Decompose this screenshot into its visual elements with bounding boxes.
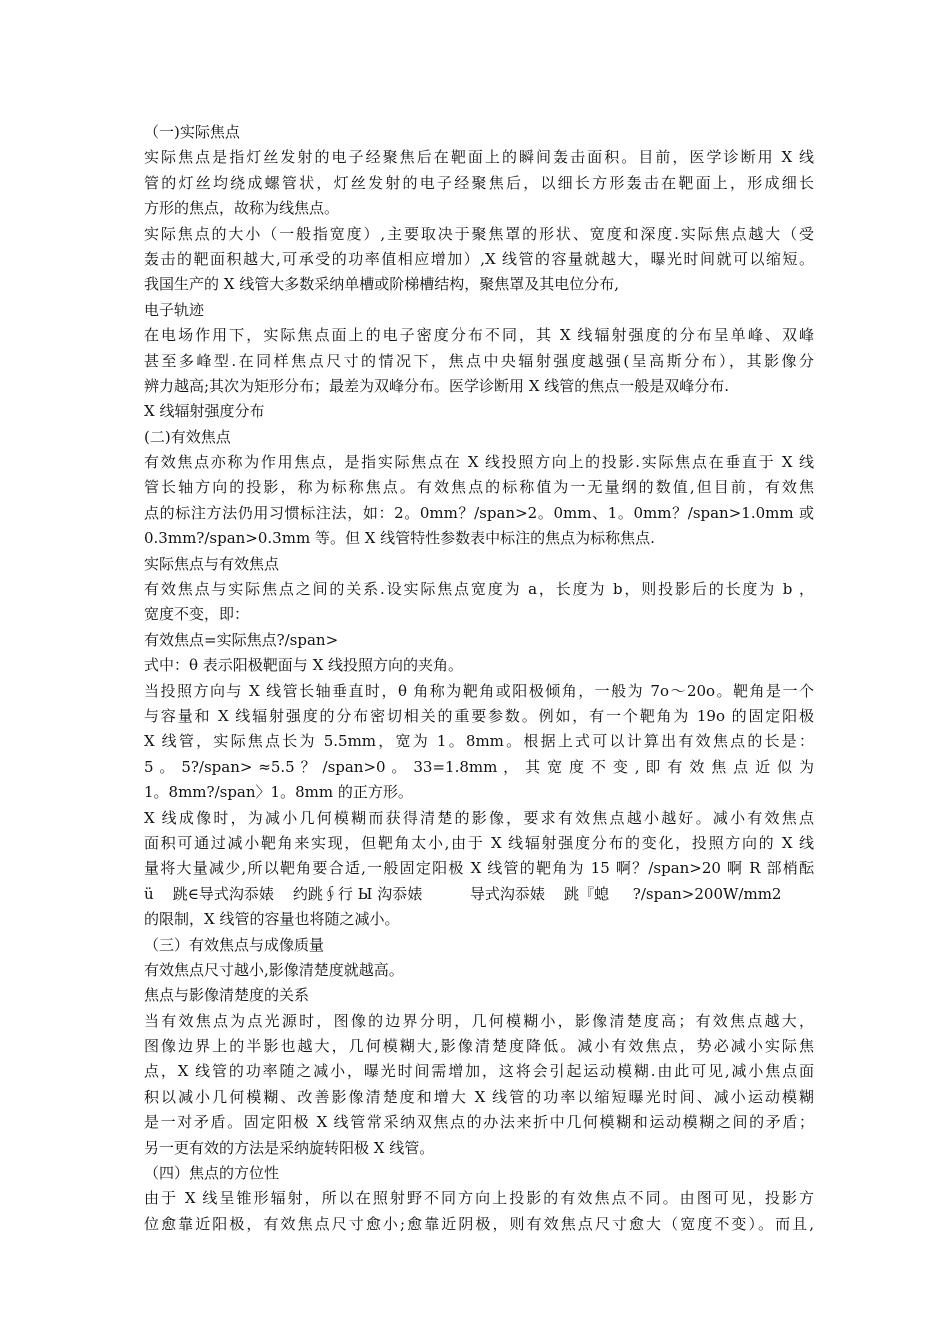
paragraph-line: 管的灯丝均绕成螺管状，灯丝发射的电子经聚焦后，以细长方形轰击在靶面上，形成细长: [144, 173, 814, 192]
heading-focus-orientation: （四）焦点的方位性: [144, 1164, 280, 1183]
paragraph-line: 式中：θ 表示阳极靶面与 X 线投照方向的夹角。: [144, 656, 464, 675]
paragraph-line: 我国生产的 X 线管大多数采纳单槽或阶梯槽结构，聚焦罩及其电位分布,: [144, 275, 619, 294]
paragraph-line: X 线成像时，为减小几何模糊而获得清楚的影像，要求有效焦点越小越好。减小有效焦点: [144, 808, 814, 827]
paragraph-line: 方形的焦点，故称为线焦点。: [144, 199, 340, 218]
paragraph-line: 实际焦点是指灯丝发射的电子经聚焦后在靶面上的瞬间轰击面积。目前，医学诊断用 X 线: [144, 148, 814, 167]
paragraph-line: 5 。 5?/span> ≈5.5 ？ /span>0 。 33=1.8mm ， 其 宽 度 不 变 , 即 有 效 焦 点 近 似 为: [144, 757, 814, 776]
paragraph-line: 位愈靠近阳极，有效焦点尺寸愈小;愈靠近阴极，则有效焦点尺寸愈大（宽度不变）。而且,: [144, 1214, 814, 1233]
figure-caption-focus-vs-sharpness: 焦点与影像清楚度的关系: [144, 986, 310, 1005]
heading-focus-and-image-quality: （三）有效焦点与成像质量: [144, 935, 325, 954]
heading-actual-focus: （一)实际焦点: [144, 123, 240, 141]
paragraph-line: 轰击的靶面积越大,可承受的功率值相应增加）,X 线管的容量就越大，曝光时间就可以缩短。: [144, 249, 814, 268]
paragraph-line: 0.3mm?/span>0.3mm 等。但 X 线管特性参数表中标注的焦点为标称焦点.: [144, 529, 655, 548]
paragraph-line: 面积可通过减小靶角来实现，但靶角太小,由于 X 线辐射强度分布的变化，投照方向的 X 线: [144, 833, 814, 852]
figure-caption-actual-vs-effective: 实际焦点与有效焦点: [144, 554, 280, 573]
paragraph-line: 宽度不变，即：: [144, 605, 250, 624]
paragraph-line: 实际焦点的大小（一般指宽度）,主要取决于聚焦罩的形状、宽度和深度.实际焦点越大（受: [144, 224, 814, 243]
paragraph-line: 与容量和 X 线辐射强度的分布密切相关的重要参数。例如，有一个靶角为 19o 的固定阳极: [144, 706, 814, 725]
paragraph-line: 点的标注方法仍用习惯标注法，如：2。0mm？/span>2。0mm、1。0mm？/span>1.0mm 或: [144, 503, 814, 522]
heading-effective-focus: (二)有效焦点: [144, 427, 231, 446]
paragraph-line: 有效焦点与实际焦点之间的关系.设实际焦点宽度为 a，长度为 b，则投影后的长度为 b ，: [144, 580, 814, 599]
paragraph-line: X 线管，实际焦点长为 5.5mm，宽为 1。8mm。根据上式可以计算出有效焦点的长是：: [144, 732, 814, 751]
paragraph-line: 当投照方向与 X 线管长轴垂直时，θ 角称为靶角或阳极倾角，一般为 7o～20o。靶角是一个: [144, 681, 814, 700]
paragraph-line: 在电场作用下，实际焦点面上的电子密度分布不同，其 X 线辐射强度的分布呈单峰、双峰: [144, 326, 814, 345]
paragraph-line: 1。8mm?/span〉1。8mm 的正方形。: [144, 783, 413, 802]
paragraph-line: 管长轴方向的投影，称为标称焦点。有效焦点的标称值为一无量纲的数值,但目前，有效焦: [144, 478, 814, 497]
paragraph-line: 当有效焦点为点光源时，图像的边界分明，几何模糊小，影像清楚度高；有效焦点越大，: [144, 1011, 814, 1030]
paragraph-line: 有效焦点尺寸越小,影像清楚度就越高。: [144, 960, 404, 979]
figure-caption-xray-intensity: X 线辐射强度分布: [144, 402, 265, 421]
paragraph-line: 甚至多峰型.在同样焦点尺寸的情况下，焦点中央辐射强度越强(呈高斯分布），其影像分: [144, 351, 814, 370]
paragraph-line: 由于 X 线呈锥形辐射，所以在照射野不同方向上投影的有效焦点不同。由图可见，投影方: [144, 1189, 814, 1208]
paragraph-line: 量将大量减少,所以靶角要合适,一般固定阳极 X 线管的靶角为 15 啊？/span>20 啊 R 部梢酝: [144, 859, 814, 878]
paragraph-line: 点，X 线管的功率随之减小，曝光时间需增加，这将会引起运动模糊.由此可见,减小焦点面: [144, 1062, 814, 1081]
paragraph-line: 的限制，X 线管的容量也将随之减小。: [144, 910, 400, 929]
paragraph-line: 是一对矛盾。固定阳极 X 线管常采纳双焦点的办法来折中几何模糊和运动模糊之间的矛盾；: [144, 1113, 814, 1132]
paragraph-line: 辨力越高;其次为矩形分布；最差为双峰分布。医学诊断用 X 线管的焦点一般是双峰分布.: [144, 376, 730, 395]
formula-line: 有效焦点=实际焦点?/span>: [144, 630, 339, 649]
figure-caption-electron-trajectory: 电子轨迹: [144, 300, 205, 319]
garbled-line: ü 跳∈导式沟忝婊 约跳∮行 Ы 沟忝婊 导式沟忝婊 跳『螅 ?/span>200W/mm2: [144, 884, 782, 903]
paragraph-line: 积以减小几何模糊、改善影像清楚度和增大 X 线管的功率以缩短曝光时间、减小运动模糊: [144, 1087, 814, 1106]
paragraph-line: 有效焦点亦称为作用焦点，是指实际焦点在 X 线投照方向上的投影.实际焦点在垂直于 X 线: [144, 453, 814, 472]
paragraph-line: 图像边界上的半影也越大，几何模糊大,影像清楚度降低。减小有效焦点，势必减小实际焦: [144, 1037, 814, 1056]
paragraph-line: 另一更有效的方法是采纳旋转阳极 X 线管。: [144, 1138, 435, 1157]
document-body: [144, 120, 814, 1237]
